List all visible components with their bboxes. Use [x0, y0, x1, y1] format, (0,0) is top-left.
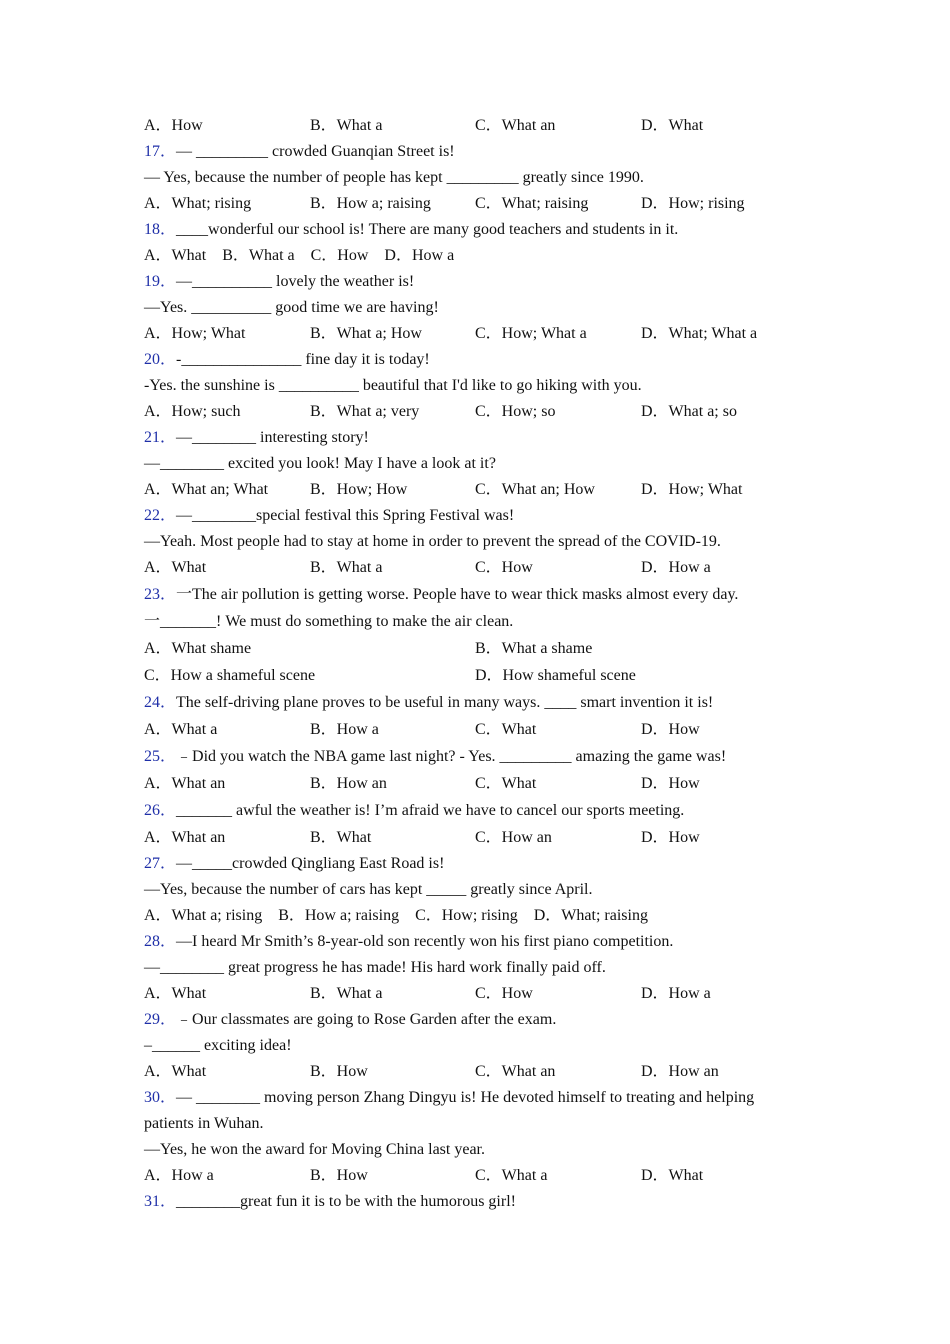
option-c: C．What [475, 775, 537, 792]
option-b: B．What [310, 829, 372, 846]
q17-line2: — Yes, because the number of people has kept _________ greatly since 1990. [144, 169, 644, 186]
q23-stem [144, 581, 794, 608]
question-text: —I heard Mr Smith’s 8-year-old son recently won his first piano competition. [176, 933, 674, 950]
option-b: B．What a shame [475, 640, 593, 657]
q17-stem [144, 139, 794, 165]
question-text: —_____crowded Qingliang East Road is! [176, 855, 445, 872]
option-c: C．What an [475, 117, 556, 134]
q26-stem [144, 797, 794, 824]
question-number: 30． [144, 1089, 177, 1106]
question-text: ____wonderful our school is! There are many good teachers and students in it. [176, 221, 679, 238]
question-number: 24． [144, 694, 177, 711]
option-d: D．How [641, 775, 700, 792]
q29-options [144, 1059, 794, 1085]
q28-line2: —________ great progress he has made! His hard work finally paid off. [144, 959, 606, 976]
q31-stem [144, 1189, 794, 1215]
option-c: C．How an [475, 829, 552, 846]
option-c: C．How; so [475, 403, 556, 420]
q29-stem [144, 1007, 794, 1033]
option-d: D．How a [641, 559, 711, 576]
option-a: A．What a [144, 721, 218, 738]
question-number: 19． [144, 273, 177, 290]
q24-options [144, 716, 794, 743]
option-b: B．How a; raising [310, 195, 431, 212]
q22-options [144, 555, 794, 581]
q19-options [144, 321, 794, 347]
q28-stem [144, 929, 794, 955]
option-b: B．What a; very [310, 403, 420, 420]
q27-line2: —Yes, because the number of cars has kept _____ greatly since April. [144, 881, 593, 898]
question-number: 17． [144, 143, 177, 160]
q30-stem [144, 1085, 794, 1111]
q18-stem [144, 217, 794, 243]
option-a: A．What an [144, 829, 226, 846]
option-b: B．How an [310, 775, 387, 792]
option-a: A．What [144, 559, 207, 576]
question-number: 21． [144, 429, 177, 446]
option-c: C．How a shameful scene [144, 667, 316, 684]
q20-stem [144, 347, 794, 373]
option-a: A．What [144, 1063, 207, 1080]
option-d: D．How a [641, 985, 711, 1002]
option-a: A．What [144, 985, 207, 1002]
option-a: A．What an [144, 775, 226, 792]
q19-line2: —Yes. __________ good time we are having! [144, 299, 439, 316]
option-b: B．How a [310, 721, 379, 738]
option-c: C．What; raising [475, 195, 589, 212]
option-c: C．What an; How [475, 481, 595, 498]
option-c: C．What an [475, 1063, 556, 1080]
question-text: —________special festival this Spring Festival was! [176, 507, 515, 524]
option-a: A．How [144, 117, 203, 134]
q20-options [144, 399, 794, 425]
question-number: 29． [144, 1011, 177, 1028]
q30-stem-continued: patients in Wuhan. [144, 1115, 264, 1132]
option-a: A．How; What [144, 325, 246, 342]
q23-options-row1 [144, 635, 794, 662]
option-b: B．How [310, 1063, 368, 1080]
question-text: -_______________ fine day it is today! [176, 351, 430, 368]
question-text: _______ awful the weather is! I’m afraid we have to cancel our sports meeting. [176, 802, 685, 819]
question-text: —________ interesting story! [176, 429, 369, 446]
option-b: B．What a [310, 117, 383, 134]
q23-line2: 一_______! We must do something to make the air clean. [144, 613, 514, 630]
q24-stem [144, 689, 794, 716]
question-text: — ________ moving person Zhang Dingyu is! He devoted himself to treating and helping [176, 1089, 755, 1106]
question-number: 23． [144, 586, 177, 603]
q26-options [144, 824, 794, 851]
q17-options [144, 191, 794, 217]
option-a: A．What an; What [144, 481, 269, 498]
q25-stem [144, 743, 794, 770]
q23-options-row2 [144, 662, 794, 689]
q16-options [144, 113, 794, 139]
q18-options: A．What B．What a C．How D．How a [144, 247, 455, 264]
option-a: A．How a [144, 1167, 214, 1184]
option-d: D．What [641, 1167, 704, 1184]
option-c: C．How [475, 559, 533, 576]
question-number: 27． [144, 855, 177, 872]
q27-options: A．What a; rising B．How a; raising C．How; rising D．What; raising [144, 907, 648, 924]
q30-options [144, 1163, 794, 1189]
q30-line2: —Yes, he won the award for Moving China last year. [144, 1141, 485, 1158]
q28-options [144, 981, 794, 1007]
q20-line2: -Yes. the sunshine is __________ beautiful that I'd like to go hiking with you. [144, 377, 642, 394]
option-a: A．How; such [144, 403, 241, 420]
option-b: B．How [310, 1167, 368, 1184]
q27-stem [144, 851, 794, 877]
option-c: C．How [475, 985, 533, 1002]
question-text: — _________ crowded Guanqian Street is! [176, 143, 455, 160]
q21-options [144, 477, 794, 503]
option-d: D．How; rising [641, 195, 745, 212]
option-a: A．What shame [144, 640, 252, 657]
option-b: B．What a [310, 985, 383, 1002]
question-number: 31． [144, 1193, 177, 1210]
q25-options [144, 770, 794, 797]
option-d: D．What [641, 117, 704, 134]
option-c: C．What [475, 721, 537, 738]
option-d: D．How shameful scene [475, 667, 636, 684]
q21-line2: —________ excited you look! May I have a look at it? [144, 455, 496, 472]
option-b: B．How; How [310, 481, 408, 498]
option-b: B．What a; How [310, 325, 422, 342]
question-number: 25． [144, 748, 177, 765]
option-c: C．How; What a [475, 325, 587, 342]
question-text: ﹣Did you watch the NBA game last night? - Yes. _________ amazing the game was! [176, 748, 727, 765]
option-b: B．What a [310, 559, 383, 576]
question-text: 一The air pollution is getting worse. People have to wear thick masks almost every day. [176, 586, 739, 603]
q19-stem [144, 269, 794, 295]
q22-line2: —Yeah. Most people had to stay at home in order to prevent the spread of the COVID-19. [144, 533, 721, 550]
q29-line2: –______ exciting idea! [144, 1037, 292, 1054]
question-number: 18． [144, 221, 177, 238]
option-a: A．What; rising [144, 195, 252, 212]
question-list [144, 113, 794, 1215]
question-number: 26． [144, 802, 177, 819]
question-text: —__________ lovely the weather is! [176, 273, 415, 290]
question-text: ________great fun it is to be with the humorous girl! [176, 1193, 516, 1210]
question-text: The self-driving plane proves to be useful in many ways. ____ smart invention it is! [176, 694, 714, 711]
question-number: 28． [144, 933, 177, 950]
q22-stem [144, 503, 794, 529]
question-number: 20． [144, 351, 177, 368]
question-text: ﹣Our classmates are going to Rose Garden after the exam. [176, 1011, 557, 1028]
question-number: 22． [144, 507, 177, 524]
option-d: D．How [641, 829, 700, 846]
option-d: D．How; What [641, 481, 743, 498]
option-d: D．How an [641, 1063, 719, 1080]
option-d: D．What a; so [641, 403, 737, 420]
option-d: D．What; What a [641, 325, 758, 342]
option-d: D．How [641, 721, 700, 738]
q21-stem [144, 425, 794, 451]
option-c: C．What a [475, 1167, 548, 1184]
